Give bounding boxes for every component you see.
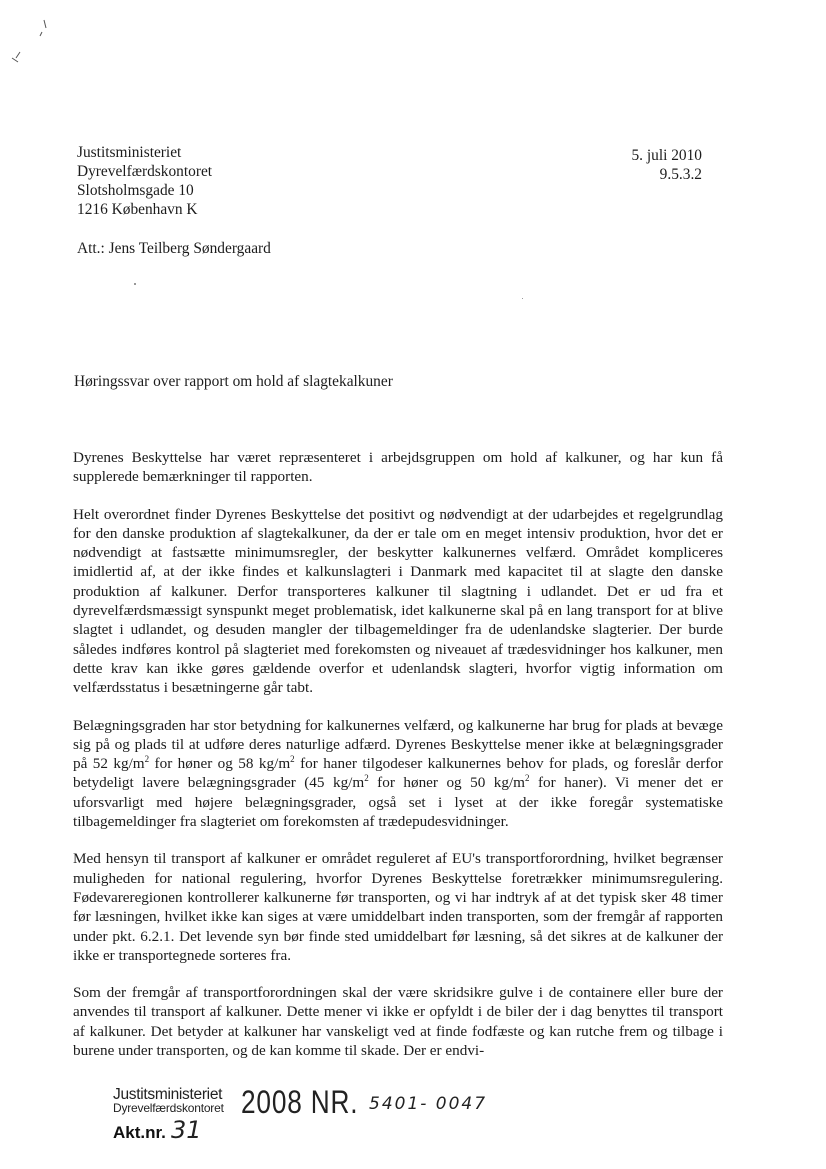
- superscript-2: 2: [364, 773, 369, 784]
- paragraph-3: [73, 716, 723, 832]
- scan-speck: [134, 283, 136, 285]
- recipient-street: Slotsholmsgade 10: [77, 182, 194, 199]
- paragraph-3-text: for høner og 50 kg/m: [368, 774, 525, 792]
- handwritten-corner-mark: [6, 14, 50, 64]
- case-reference: 9.5.3.2: [659, 166, 702, 183]
- recipient-city: 1216 København K: [77, 201, 198, 218]
- stamp-office: Dyrevelfærdskontoret: [113, 1101, 224, 1115]
- letter-body: [73, 448, 723, 1060]
- paragraph-3-text: for høner og 58 kg/m: [149, 755, 291, 773]
- date-block: [631, 146, 702, 184]
- attention-line: Att.: Jens Teilberg Søndergaard: [77, 240, 271, 257]
- handwritten-akt-number: 31: [171, 1116, 202, 1144]
- recipient-office: Dyrevelfærdskontoret: [77, 163, 213, 180]
- handwritten-journal-number: 5401- 0047: [369, 1094, 488, 1114]
- paragraph-3-text: for haner tilgodeser kalkunernes behov for plads, og foreslår derfor betydeligt lavere belægningsgrader (45 kg/m: [73, 755, 723, 792]
- superscript-2: 2: [144, 754, 150, 765]
- stamp-ministry: Justitsministeriet: [113, 1086, 223, 1103]
- scan-speck: [522, 298, 523, 299]
- paragraph-3-text: Belægningsgraden har stor betydning for kalkunernes velfærd, og kalkunerne har brug for plads at bevæge sig på og plads til at udføre deres naturlige adfærd. Dyrenes Beskyttelse mener ikke at belægningsgrader på 52 kg/m: [73, 716, 723, 773]
- paragraph-3-text: for haner). Vi mener det er uforsvarligt med højere belægningsgrader, også set i lyset at der ikke foregår systematiske tilbagemeldinger fra slagteriet om forekomsten af trædepudesvidninger.: [73, 774, 723, 831]
- paragraph-4: Med hensyn til transport af kalkuner er området reguleret af EU's transportforordning, hvilket begrænser muligheden for national regulering, hvorfor Dyrenes Beskyttelse foretrækker minimumsregulering. Fødevareregionen kontrollerer kalkunerne før transporten, og vi har indtryk af at det typisk sker 48 timer før læsningen, hvilket ikke kan siges at være umiddelbart inden transporten, som der fremgår af rapporten under pkt. 6.2.1. Det levende syn bør finde sted umiddelbart før læsning, så det sikres at de kalkuner der ikke er transportegnede sorteres fra.: [73, 850, 723, 964]
- recipient-name: Justitsministeriet: [77, 144, 182, 161]
- registration-stamp: [113, 1086, 513, 1156]
- superscript-2: 2: [525, 773, 530, 784]
- paragraph-5: Som der fremgår af transportforordningen skal der være skridsikre gulve i de containere eller bure der anvendes til transport af kalkuner. Dette mener vi ikke er opfyldt i de biler der i dag benyttes til transport af kalkuner. Det betyder at kalkuner har vanskeligt ved at finde fodfæste og kan rutche frem og tilbage i burene under transporten, og de kan komme til skade. Der er endvi-: [73, 984, 723, 1060]
- letter-date: 5. juli 2010: [631, 147, 702, 164]
- stamp-case-number: 2008 NR.: [241, 1084, 359, 1120]
- paragraph-1: Dyrenes Beskyttelse har været repræsenteret i arbejdsgruppen om hold af kalkuner, og har kun få supplerede bemærkninger til rapporten.: [73, 449, 723, 486]
- recipient-address: [77, 143, 212, 219]
- paragraph-2: Helt overordnet finder Dyrenes Beskyttelse det positivt og nødvendigt at der udarbejdes et regelgrundlag for den danske produktion af slagtekalkuner, da der er tale om en meget intensiv produktion, hvor det er nødvendigt at fastsætte minimumsregler, der beskytter kalkunernes velfærd. Området kompliceres imidlertid af, at der ikke findes et kalkunslagteri i Danmark med kapacitet til at slagte den danske produktion af kalkuner. Derfor transporteres kalkuner til slagtning i udlandet. Det er ud fra et dyrevelfærdsmæssigt synspunkt meget problematisk, idet kalkunerne skal på en lang transport for at blive slagtet i udlandet, og desuden mangler der tilbagemeldinger fra de udenlandske slagterier. Der burde således indføres kontrol på slagteriet med forekomsten og niveauet af trædesvidninger hos kalkuner, men dette krav kan ikke gøres gældende overfor et udenlandsk slagteri, hvorfor vigtig information om velfærdsstatus i besætningerne går tabt.: [73, 505, 723, 697]
- subject-line: Høringssvar over rapport om hold af slagtekalkuner: [74, 373, 393, 390]
- superscript-2: 2: [290, 754, 295, 765]
- stamp-akt-label: Akt.nr.: [113, 1123, 166, 1142]
